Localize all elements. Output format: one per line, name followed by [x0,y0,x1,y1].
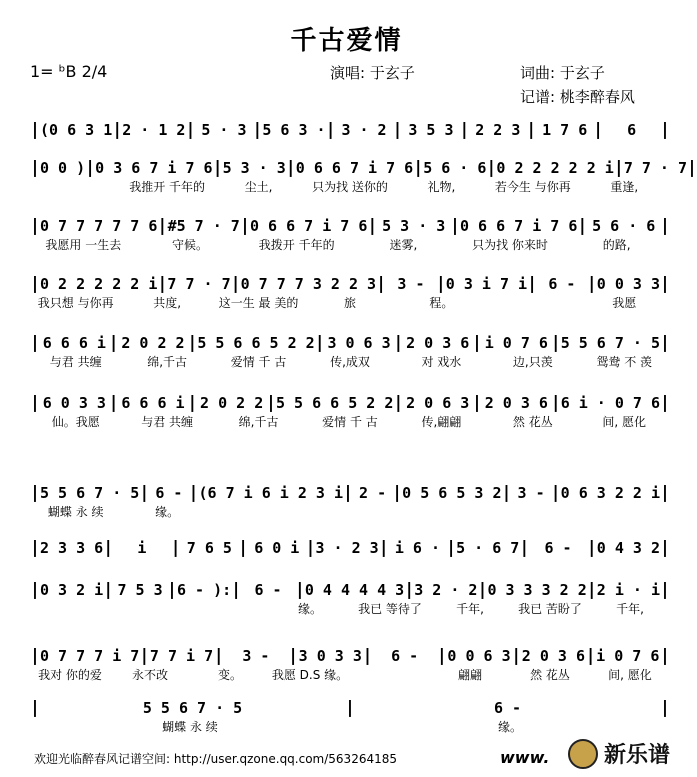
measure: 5 5 6 7 · 5 [40,484,140,502]
lyric-text: 的路, [602,238,631,252]
barline: | [114,120,121,140]
lyric-text: 翩翩 [457,668,482,682]
barline: | [488,158,495,178]
barline: | [267,393,275,413]
measure: 3 2 · 2 [414,581,478,599]
lyric-text: 传,翩翩 [421,415,462,429]
lyric-text: 只为找 送你的 [312,180,388,194]
measure: 0 3 3 3 2 2 [487,581,587,599]
lyric-text: 绵,千古 [147,355,188,369]
lyric-text: 旅 [343,296,356,310]
barline: | [661,333,669,353]
barline: | [307,538,314,558]
lyric-text: 然 花丛 [530,668,570,682]
barline: | [289,646,297,666]
barline: | [187,120,194,140]
barline: | [316,333,323,353]
measure: #5 7 · 7 [167,217,240,235]
singer-credit: 演唱: 于玄子 [330,64,415,82]
barline: | [661,483,669,503]
measure: 7 5 3 [117,581,163,599]
footer-site-text: www. [500,748,550,767]
lyric-row [30,180,670,194]
barline: | [31,580,39,600]
barline: | [190,483,197,503]
barline: | [528,274,536,294]
lyric-text [190,602,270,616]
measure: 0 7 7 7 i 7 [40,647,140,665]
lyric-text [110,602,190,616]
barline: | [369,216,376,236]
lyric-text: 程。 [429,296,454,310]
lyric-text [487,296,578,310]
barline: | [168,580,176,600]
lyric-text: 蝴蝶 永 续 [47,505,104,519]
score-row [30,112,670,140]
lyric-row [30,720,670,734]
barline: | [377,274,385,294]
measure: 2 0 2 2 [200,394,264,412]
measure: 6 - [548,275,576,293]
barline: | [521,538,528,558]
measure: 6 [627,121,637,139]
measure: 2 · 1 2 [122,121,186,139]
barline: | [552,483,559,503]
measure: 0 7 7 7 3 2 2 3 [240,275,377,293]
measure: i [137,539,147,557]
lyric-text: 我愿 D.S 缘。 [271,668,349,682]
barline: | [461,120,468,140]
barline: | [31,646,39,666]
barline: | [105,538,112,558]
measure: 6 6 6 i [42,334,106,352]
measure: 6 - [391,647,419,665]
barline: | [31,698,39,718]
barline: | [327,120,334,140]
record-icon [568,739,598,769]
measure: 0 3 6 7 i 7 6 [95,159,213,177]
barline: | [503,483,510,503]
lyric-text [304,505,395,519]
measure: 2 0 3 6 [406,334,470,352]
barline: | [31,274,39,294]
measure: 7 6 5 [186,539,232,557]
barline: | [661,216,669,236]
barline: | [31,158,39,178]
barline: | [615,158,622,178]
barline: | [661,538,669,558]
score-row [30,385,670,413]
measure: 5 5 6 7 · 5 [560,334,661,352]
measure: 5 · 6 7 [456,539,520,557]
lyric-text: 缘。 [155,505,180,519]
measure: 0 3 i 7 i [445,275,528,293]
lyric-text: 与君 共缠 [141,415,194,429]
lyric-text: 边,只羡 [512,355,553,369]
barline: | [513,646,520,666]
lyric-text: 缘。 [297,602,322,616]
barline: | [587,646,594,666]
measure: 6 - ): [176,581,232,599]
measure: 2 2 3 [475,121,521,139]
lyric-text: 然 花丛 [512,415,553,429]
brand-logo [568,738,670,769]
barline: | [31,333,39,353]
lyric-row [30,668,670,682]
barline: | [451,216,459,236]
measure: 0 0 6 3 [447,647,511,665]
lyric-text [30,180,121,194]
lyric-text [396,505,487,519]
measure: 3 · 2 [341,121,387,139]
lyric-row [30,415,670,429]
score-row [30,208,670,236]
measure: 5 3 · 3 [222,159,286,177]
measure: 0 6 6 7 i 7 6 [295,159,414,177]
barline: | [661,274,669,294]
score-row [30,572,670,600]
barline: | [473,333,481,353]
barline: | [189,393,196,413]
score-row [30,690,670,718]
brand-name: 新乐谱 [604,743,671,768]
lyric-text: 对 戏水 [421,355,462,369]
lyric-text [213,505,304,519]
lyric-text: 这一生 最 美的 [218,296,299,310]
score-row [30,325,670,353]
barline: | [688,158,696,178]
lyric-text: 我只想 与你再 [37,296,114,310]
measure: 0 0 3 3 [596,275,660,293]
measure: i 0 7 6 [596,647,660,665]
barline: | [239,538,247,558]
barline: | [552,333,559,353]
lyric-text: 只为找 你来时 [472,238,548,252]
barline: | [159,216,166,236]
measure: 5 6 3 · [262,121,326,139]
measure: 0 2 2 2 2 2 i [496,159,614,177]
score-row [30,530,670,558]
barline: | [661,698,669,718]
barline: | [254,120,261,140]
barline: | [214,158,221,178]
lyric-text [30,602,110,616]
barline: | [346,698,354,718]
measure: 6 - [155,484,183,502]
barline: | [588,538,595,558]
lyric-text: 尘土, [244,180,273,194]
lyric-text: 永不改 [131,668,168,682]
barline: | [172,538,179,558]
barline: | [241,216,249,236]
measure: 0 2 2 2 2 2 i [40,275,158,293]
lyric-text: 千年, [456,602,484,616]
measure: 0 5 6 5 3 2 [402,484,502,502]
lyric-text: 我愿 [612,296,637,310]
lyric-text [487,505,578,519]
barline: | [141,483,148,503]
measure: 7 7 · 7 [167,275,231,293]
measure: 6 - [254,581,282,599]
lyric-text: 间, 愿化 [608,668,652,682]
barline: | [448,538,455,558]
lyric-row [30,505,670,519]
lyric-text [579,505,670,519]
lyric-text: 共度, [153,296,182,310]
lyric-text: 礼物, [427,180,456,194]
lyric-text: 我愿用 一生去 [45,238,122,252]
barline: | [110,333,117,353]
lyric-text [350,668,430,682]
barline: | [31,393,39,413]
lyric-row [30,355,670,369]
score-row [30,266,670,294]
lyric-text: 蝴蝶 永 续 [162,720,218,734]
lyricist-credit: 词曲: 于玄子 [520,64,605,82]
measure: 0 0 ) [40,159,86,177]
barline: | [233,580,240,600]
measure: 3 5 3 [408,121,454,139]
measure: 0 4 3 2 [596,539,660,557]
barline: | [588,580,595,600]
barline: | [31,538,39,558]
lyric-text: 传,成双 [330,355,370,369]
lyric-text: 若今生 与你再 [494,180,571,194]
barline: | [344,483,352,503]
song-title: 千古爱情 [290,26,403,56]
measure: 2 0 2 2 [121,334,185,352]
measure: 6 0 i [254,539,300,557]
lyric-text: 千年, [616,602,644,616]
key-signature: 1= ᵇB 2/4 [30,62,108,81]
measure: 2 0 3 6 [521,647,586,665]
measure: 0 3 2 i [40,581,104,599]
measure: i 0 7 6 [484,334,548,352]
barline: | [394,483,401,503]
lyric-text: 我已 苦盼了 [518,602,582,616]
lyric-text: 守候。 [172,238,209,252]
barline: | [415,158,422,178]
measure: (0 6 3 1 [40,121,113,139]
barline: | [479,580,486,600]
barline: | [215,646,222,666]
measure: 6 6 6 i [121,394,185,412]
measure: 3 · 2 3 [315,539,379,557]
barline: | [159,274,166,294]
barline: | [110,393,117,413]
lyric-text: 鸳鸯 不 羡 [596,355,653,369]
barline: | [87,158,94,178]
measure: 3 0 6 3 [327,334,391,352]
barline: | [661,393,669,413]
measure: 6 0 3 3 [42,394,106,412]
measure: 3 0 3 3 [298,647,362,665]
lyric-row [30,602,670,616]
lyric-text: 变。 [217,668,242,682]
barline: | [296,580,303,600]
measure: 5 5 6 6 5 2 2 [197,334,315,352]
lyric-text: 我推开 千年的 [129,180,206,194]
barline: | [395,393,402,413]
measure: 6 - [544,539,572,557]
barline: | [552,393,559,413]
lyric-text: 与君 共缠 [49,355,102,369]
barline: | [395,333,402,353]
lyric-row [30,296,670,310]
measure: 7 7 · 7 [623,159,688,177]
barline: | [364,646,371,666]
barline: | [437,274,444,294]
measure: 5 5 6 7 · 5 [142,699,243,717]
measure: 0 6 6 7 i 7 6 [460,217,578,235]
measure: 5 6 · 6 [423,159,487,177]
measure: 0 7 7 7 7 7 6 [40,217,158,235]
barline: | [31,120,39,140]
score-row [30,150,696,178]
measure: 6 i · 0 7 6 [560,394,661,412]
barline: | [105,580,112,600]
measure: (6 7 i 6 i 2 3 i [198,484,343,502]
barline: | [473,393,481,413]
measure: 0 6 3 2 2 i [560,484,660,502]
measure: 2 - [359,484,387,502]
measure: 2 0 6 3 [406,394,470,412]
lyric-text: 迷雾, [389,238,418,252]
barline: | [287,158,294,178]
measure: 5 · 3 [201,121,247,139]
barline: | [31,483,39,503]
measure: 3 - [242,647,270,665]
footer-visit-text: 欢迎光临醉春风记谱空间: http://user.qzone.qq.com/563264185 [34,752,398,766]
lyric-text: 缘。 [497,720,522,734]
score-row [30,475,670,503]
measure: 0 4 4 4 4 3 [304,581,405,599]
measure: 3 - [397,275,425,293]
measure: 5 6 · 6 [592,217,656,235]
barline: | [141,646,148,666]
barline: | [588,274,595,294]
measure: 5 5 6 6 5 2 2 [275,394,394,412]
score-row [30,638,670,666]
barline: | [189,333,196,353]
barline: | [661,120,669,140]
measure: i 6 · [394,539,440,557]
barline: | [661,580,669,600]
lyric-text: 绵,千古 [238,415,279,429]
measure: 5 3 · 3 [382,217,446,235]
lyric-text: 重逢, [610,180,639,194]
barline: | [232,274,239,294]
barline: | [579,216,586,236]
measure: 2 3 3 6 [40,539,104,557]
measure: 2 i · i [596,581,660,599]
measure: 1 7 6 [542,121,588,139]
measure: 7 7 i 7 [149,647,214,665]
measure: 6 - [493,699,522,717]
lyric-text: 我拨开 千年的 [258,238,335,252]
barline: | [406,580,413,600]
measure: 3 - [517,484,545,502]
measure: 2 0 3 6 [484,394,548,412]
lyric-text: 我已 等待了 [358,602,422,616]
barline: | [380,538,387,558]
lyric-text: 爱情 千 古 [230,355,287,369]
lyric-text: 爱情 千 古 [322,415,378,429]
lyric-text: 仙。我愿 [51,415,100,429]
measure: 0 6 6 7 i 7 6 [250,217,368,235]
barline: | [528,120,535,140]
lyric-text: 间, 愿化 [602,415,647,429]
lyric-text: 我对 你的爱 [38,668,102,682]
barline: | [595,120,602,140]
barline: | [661,646,669,666]
transcriber-credit: 记谱: 桃李醉春风 [520,88,635,106]
lyric-row [30,238,670,252]
barline: | [438,646,445,666]
barline: | [394,120,401,140]
barline: | [31,216,39,236]
